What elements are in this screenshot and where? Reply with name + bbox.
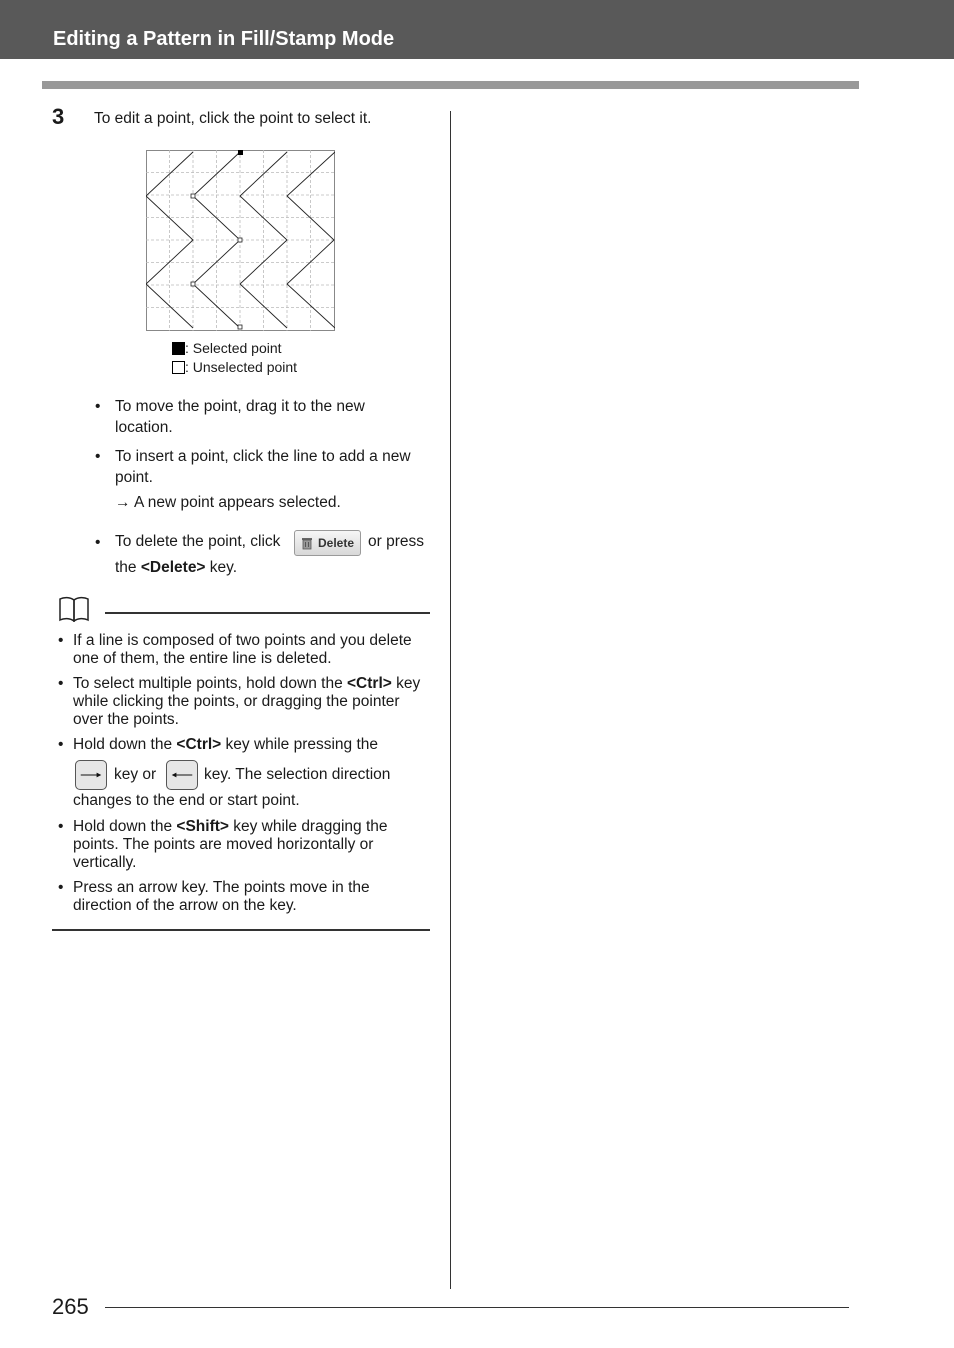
- step-instruction: To edit a point, click the point to select it.: [94, 110, 372, 127]
- note-n4-pre: Hold down the: [73, 818, 177, 835]
- note-n3-post: key while pressing the: [221, 736, 379, 753]
- header-underline-bar: [42, 81, 859, 89]
- legend-unselected: [172, 359, 297, 375]
- insert-result-text: → A new point appears selected.: [115, 494, 341, 511]
- column-divider: [450, 111, 451, 1289]
- delete-instruction-post: or press: [368, 533, 424, 550]
- note-bullet-marker: •: [58, 818, 64, 835]
- bullet-move-point: To move the point, drag it to the new location.: [115, 398, 365, 436]
- note-top-rule: [105, 612, 430, 614]
- delete-line2-post: key.: [205, 559, 238, 576]
- note-bullet-marker: •: [58, 736, 64, 753]
- note-n4-post: key while dragging the points. The points are moved horizontally or vertically.: [73, 818, 388, 871]
- note-selection-direction: key. The selection direction: [204, 766, 391, 783]
- left-arrow-key-icon: [166, 760, 198, 790]
- step-number: 3: [52, 104, 65, 129]
- selected-point-swatch: [172, 342, 185, 355]
- delete-key-label: <Delete>: [140, 559, 206, 576]
- note-bottom-rule: [52, 929, 430, 931]
- ctrl-key-label: <Ctrl>: [347, 675, 392, 692]
- unselected-point-swatch: [172, 361, 185, 374]
- note-two-points: If a line is composed of two points and you delete one of them, the entire line is deleted.: [73, 632, 412, 667]
- footer-rule: [105, 1307, 849, 1308]
- page-number: 265: [52, 1294, 89, 1319]
- book-icon: [58, 596, 90, 622]
- header-bar: [0, 0, 954, 59]
- bullet-marker: •: [95, 448, 101, 465]
- note-bullet-marker: •: [58, 632, 64, 649]
- shift-key-label: <Shift>: [176, 818, 229, 835]
- delete-instruction-line2: [115, 559, 237, 577]
- bullet-marker: •: [95, 534, 101, 551]
- right-arrow-key-icon: [75, 760, 107, 790]
- note-ctrl-arrow: [73, 736, 428, 754]
- delete-line2-pre: the: [115, 559, 141, 576]
- delete-button-label: Delete: [317, 536, 355, 550]
- note-bullet-marker: •: [58, 879, 64, 896]
- bullet-marker: •: [95, 398, 101, 415]
- note-end-start-point: changes to the end or start point.: [73, 792, 300, 809]
- note-n3-pre: Hold down the: [73, 736, 177, 753]
- delete-button[interactable]: [294, 530, 361, 556]
- note-bullet-marker: •: [58, 675, 64, 692]
- zigzag-pattern-diagram: [146, 150, 335, 331]
- note-arrow-key: Press an arrow key. The points move in the direction of the arrow on the key.: [73, 879, 370, 914]
- note-key-or: key or: [114, 766, 157, 783]
- note-multiple-points: [73, 675, 428, 729]
- trash-icon: [301, 536, 313, 550]
- legend-selected: [172, 340, 282, 356]
- legend-unselected-label: : Unselected point: [185, 359, 298, 375]
- ctrl-key-label: <Ctrl>: [176, 736, 222, 753]
- note-n2-post: key while clicking the points, or dragging the pointer over the points.: [73, 675, 421, 728]
- page-header-title: Editing a Pattern in Fill/Stamp Mode: [53, 28, 395, 50]
- bullet-insert-point: To insert a point, click the line to add a new point.: [115, 448, 411, 486]
- note-n2-pre: To select multiple points, hold down the: [73, 675, 347, 692]
- note-shift-drag: [73, 818, 418, 872]
- legend-selected-label: : Selected point: [185, 340, 282, 356]
- delete-instruction-pre: To delete the point, click: [115, 533, 281, 550]
